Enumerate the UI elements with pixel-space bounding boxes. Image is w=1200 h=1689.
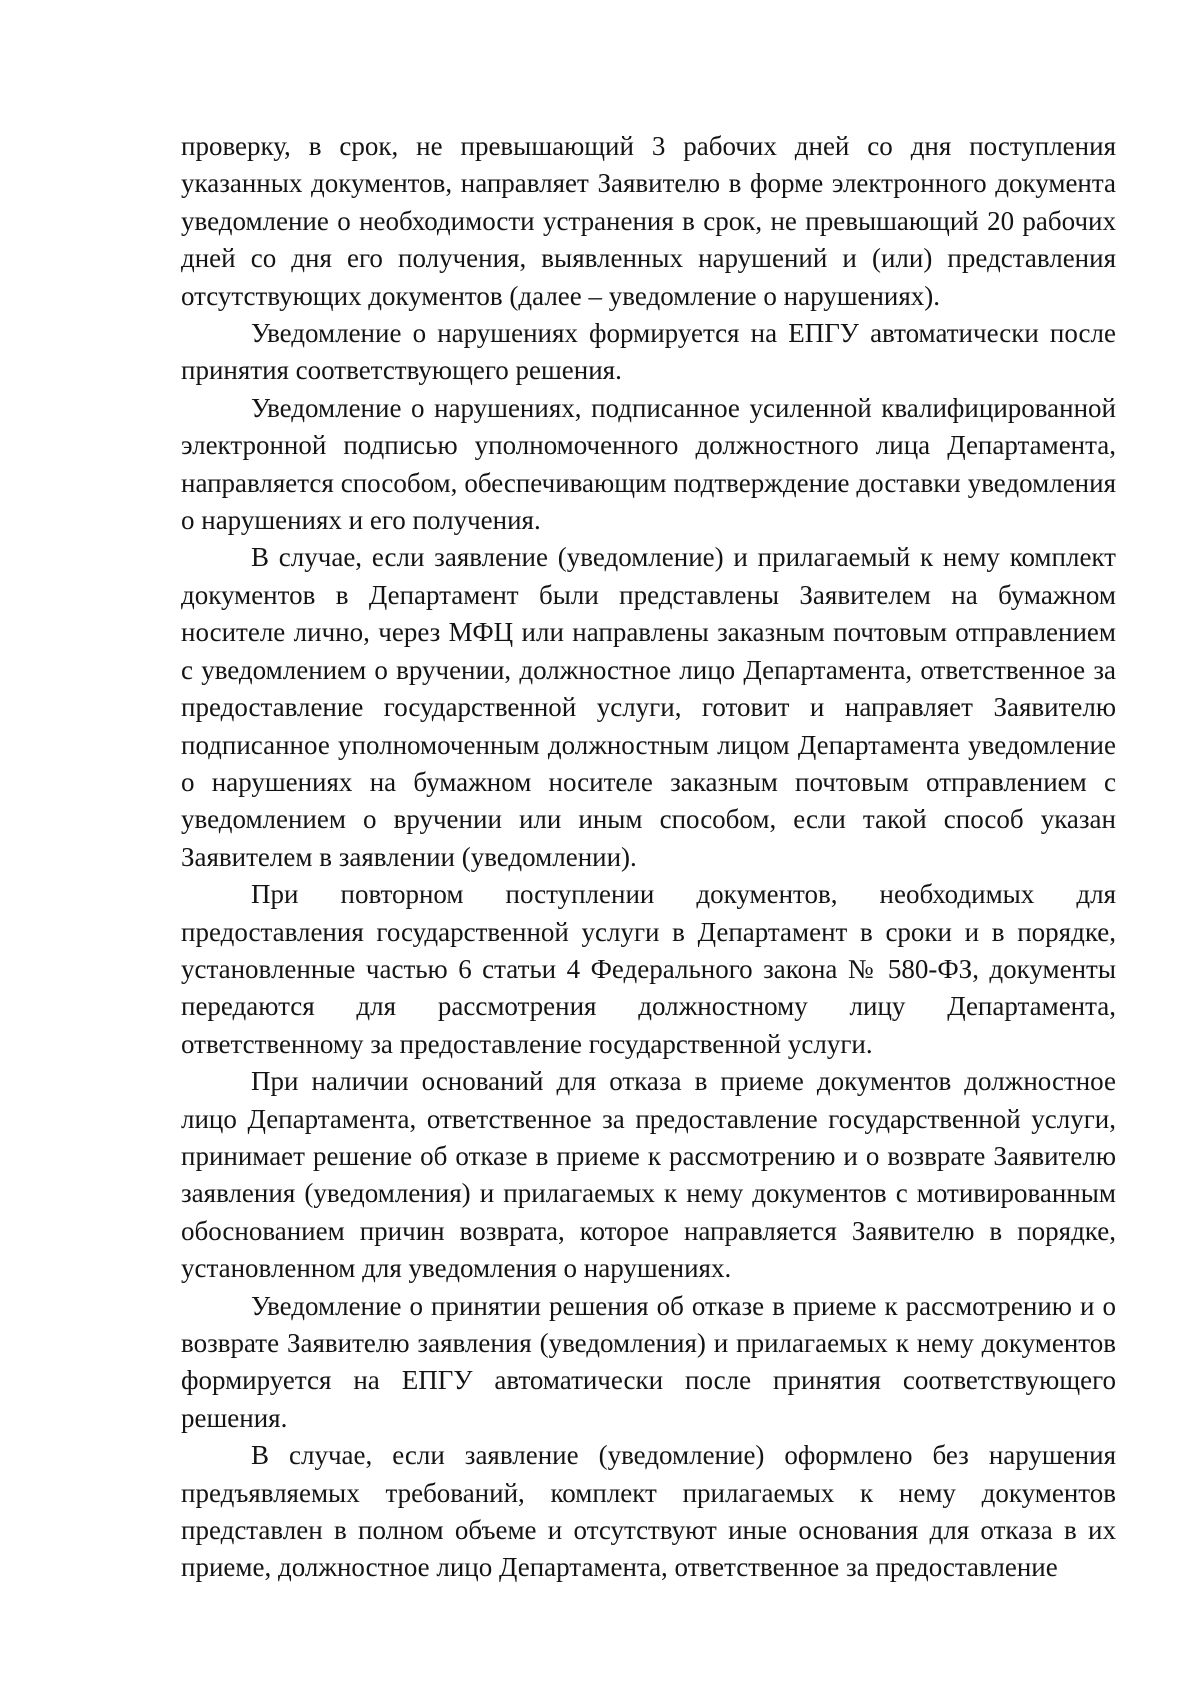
paragraph-no-violations: В случае, если заявление (уведомление) оформлено без нарушения предъявляемых требований, комплект прилагаемых к нему документов представлен в полном объеме и отсутствуют иные основания для отказа в их приеме, должностное лицо Департамента, ответственное за предоставление	[181, 1440, 1116, 1583]
document-body	[181, 128, 1116, 1587]
paragraph-refusal-grounds: При наличии оснований для отказа в приеме документов должностное лицо Департамента, ответственное за предоставление государственной услуги, принимает решение об отказе в приеме к рассмотрению и о возврате Заявителю заявления (уведомления) и прилагаемых к нему документов с мотивированным обоснованием причин возврата, которое направляется Заявителю в порядке, установленном для уведомления о нарушениях.	[181, 1066, 1116, 1284]
paragraph-refusal-notice: Уведомление о принятии решения об отказе в приеме к рассмотрению и о возврате Заявителю заявления (уведомления) и прилагаемых к нему документов формируется на ЕПГУ автоматически после принятия соответствующего решения.	[181, 1290, 1116, 1433]
paragraph-continuation: проверку, в срок, не превышающий 3 рабочих дней со дня поступления указанных документов, направляет Заявителю в форме электронного документа уведомление о необходимости устранения в срок, не превышающий 20 рабочих дней со дня его получения, выявленных нарушений и (или) представления отсутствующих документов (далее – уведомление о нарушениях).	[181, 131, 1116, 311]
paragraph-paper-submission: В случае, если заявление (уведомление) и прилагаемый к нему комплект документов в Департамент были представлены Заявителем на бумажном носителе лично, через МФЦ или направлены заказным почтовым отправлением с уведомлением о вручении, должностное лицо Департамента, ответственное за предоставление государственной услуги, готовит и направляет Заявителю подписанное уполномоченным должностным лицом Департамента уведомление о нарушениях на бумажном носителе заказным почтовым отправлением с уведомлением о вручении или иным способом, если такой способ указан Заявителем в заявлении (уведомлении).	[181, 542, 1116, 872]
paragraph-epgu-notice: Уведомление о нарушениях формируется на ЕПГУ автоматически после принятия соответствующего решения.	[181, 318, 1116, 386]
paragraph-signed-notice: Уведомление о нарушениях, подписанное усиленной квалифицированной электронной подписью уполномоченного должностного лица Департамента, направляется способом, обеспечивающим подтверждение доставки уведомления о нарушениях и его получения.	[181, 392, 1116, 536]
paragraph-repeated-submission: При повторном поступлении документов, необходимых для предоставления государственной услуги в Департамент в сроки и в порядке, установленные частью 6 статьи 4 Федерального закона № 580-ФЗ, документы передаются для рассмотрения должностному лицу Департамента, ответственному за предоставление государственной услуги.	[181, 879, 1116, 1059]
